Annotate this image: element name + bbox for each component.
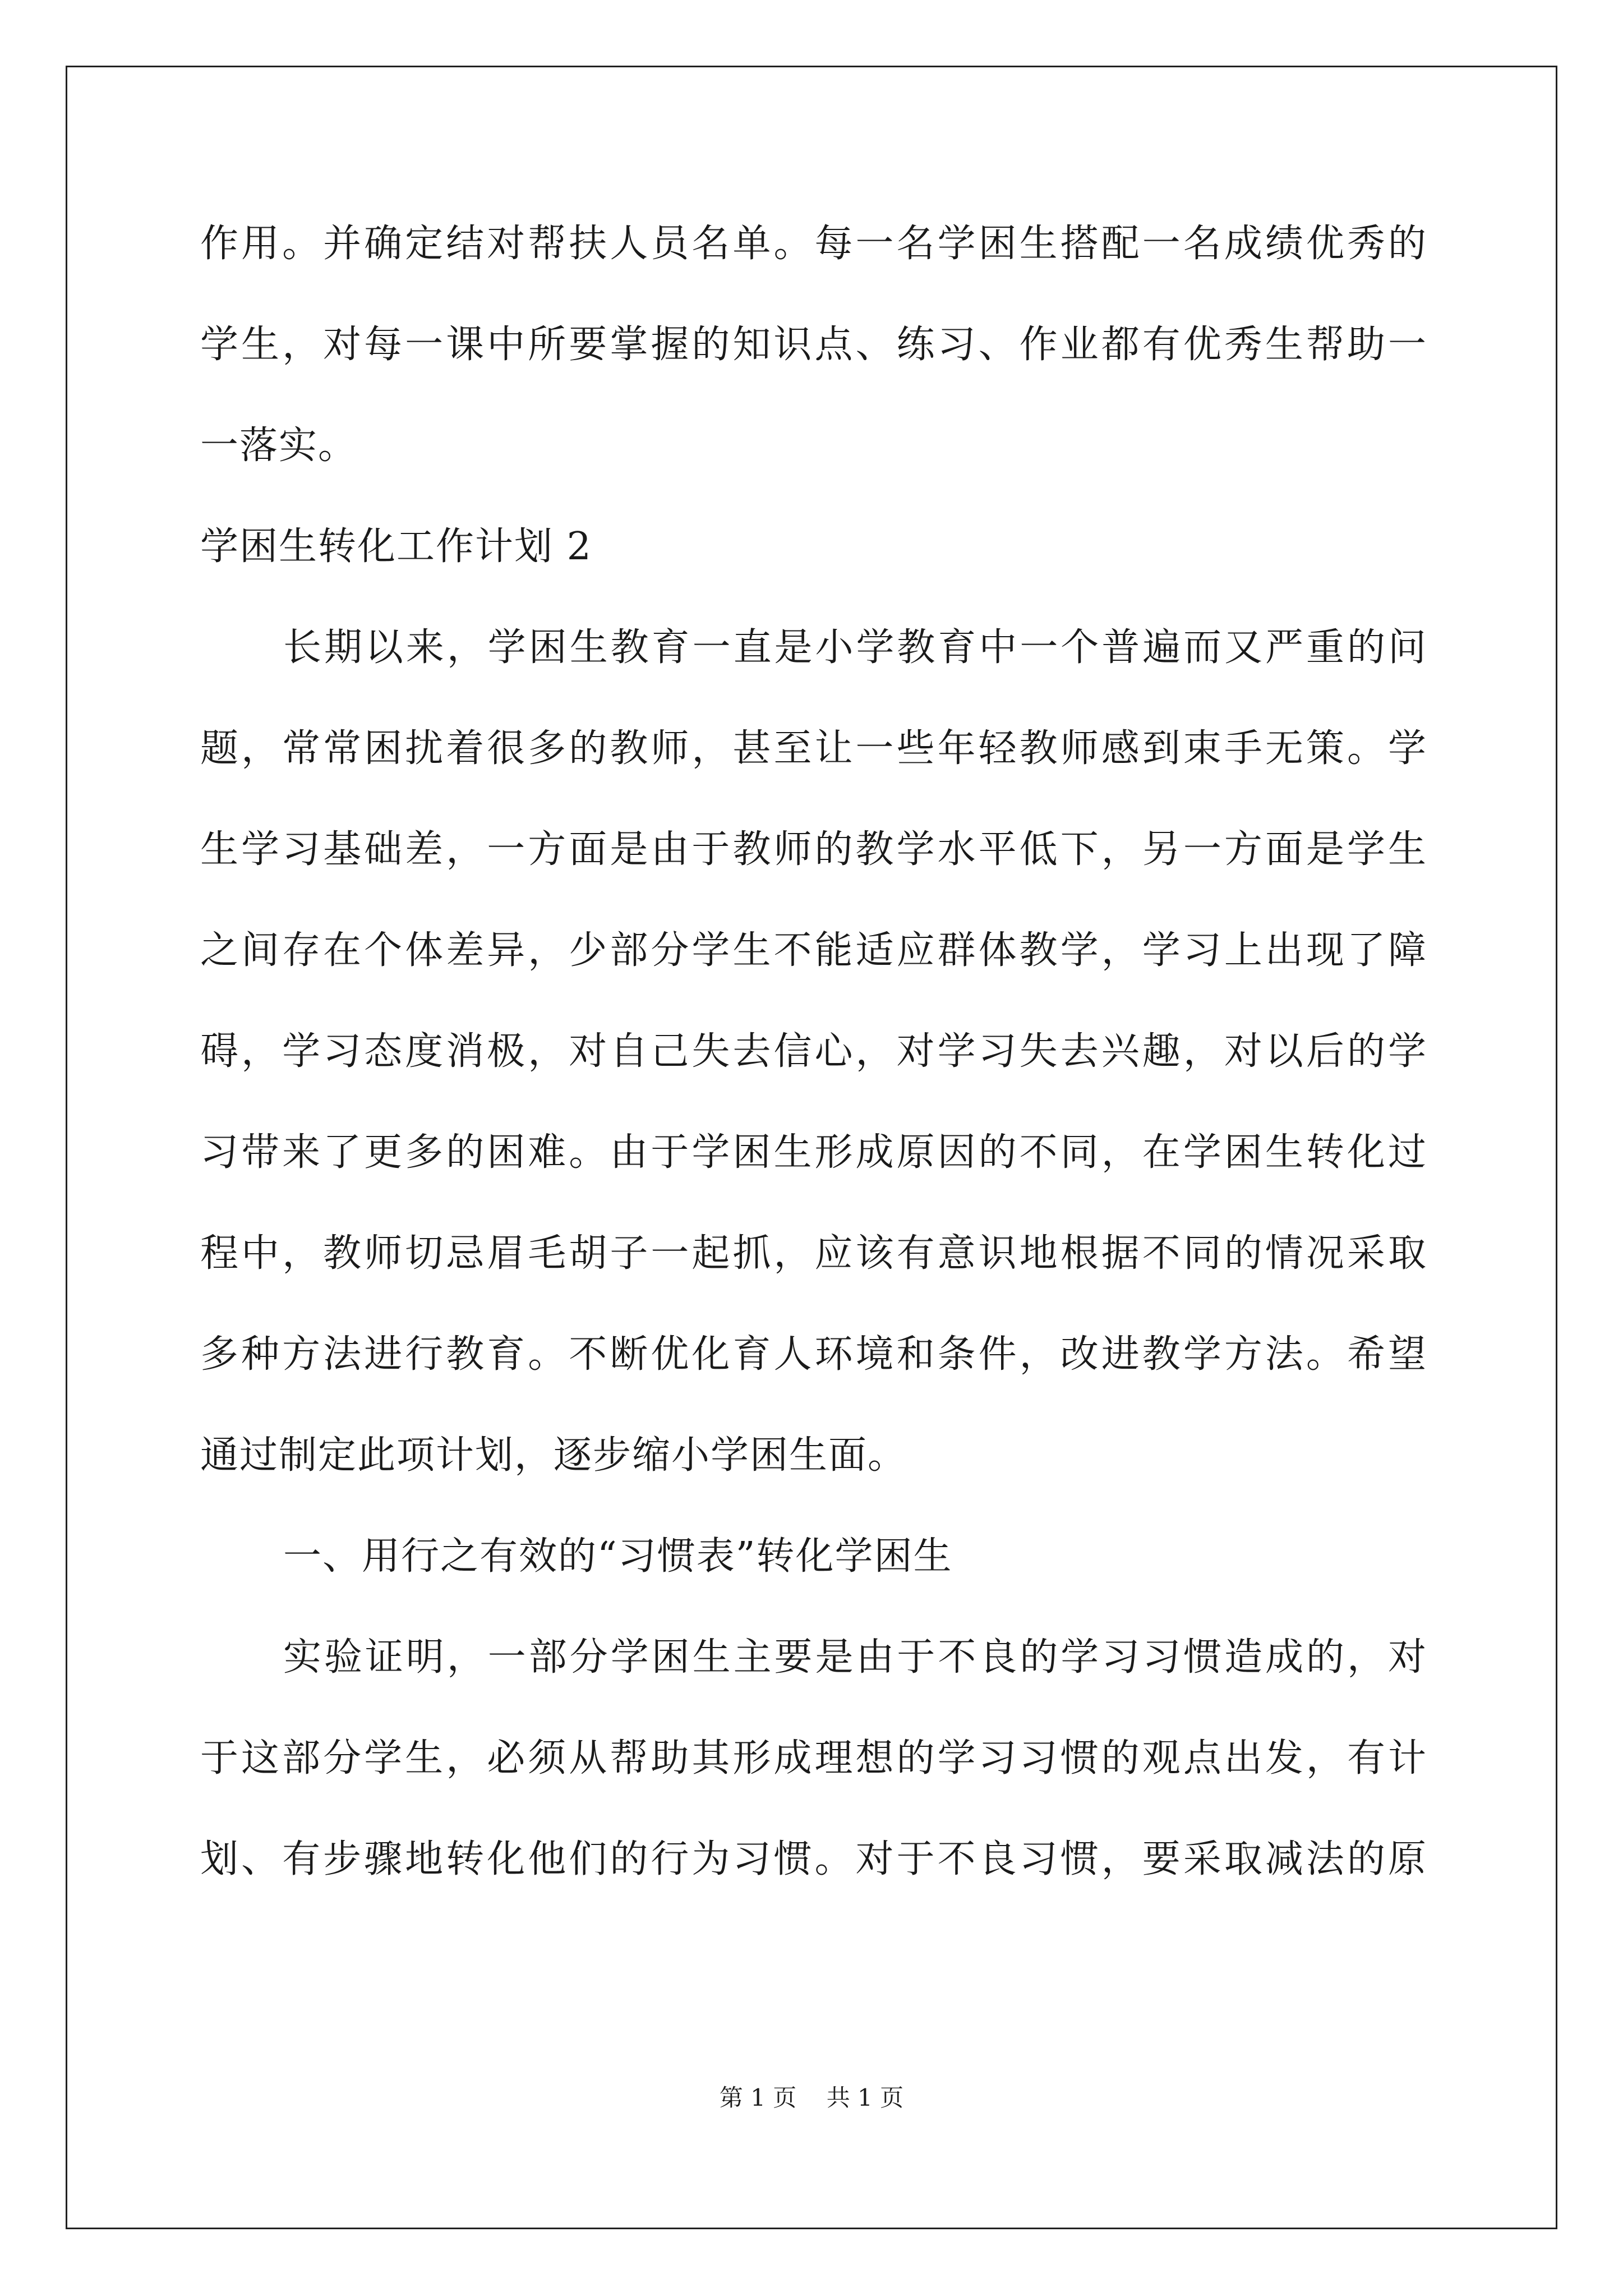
section-heading: 学困生转化工作计划 2 — [200, 524, 592, 569]
page-footer: 第 1 页 共 1 页 — [719, 2084, 904, 2111]
text-line: 作用。并确定结对帮扶人员名单。每一名学困生搭配一名成绩优秀的 — [200, 222, 1427, 266]
text-line: 一落实。 — [200, 424, 358, 468]
text-line: 生学习基础差，一方面是由于教师的教学水平低下，另一方面是学生 — [200, 827, 1427, 872]
text-line: 习带来了更多的困难。由于学困生形成原因的不同，在学困生转化过 — [200, 1130, 1427, 1175]
text-line: 多种方法进行教育。不断优化育人环境和条件，改进教学方法。希望 — [200, 1332, 1427, 1377]
text-line: 之间存在个体差异，少部分学生不能适应群体教学，学习上出现了障 — [200, 928, 1427, 973]
text-line: 程中，教师切忌眉毛胡子一起抓，应该有意识地根据不同的情况采取 — [200, 1231, 1427, 1276]
text-line: 题，常常困扰着很多的教师，甚至让一些年轻教师感到束手无策。学 — [200, 726, 1427, 771]
text-line: 实验证明，一部分学困生主要是由于不良的学习习惯造成的，对 — [283, 1635, 1427, 1680]
text-line: 长期以来，学困生教育一直是小学教育中一个普遍而又严重的问 — [283, 625, 1427, 670]
subsection-heading: 一、用行之有效的“习惯表”转化学困生 — [283, 1534, 953, 1579]
text-line: 学生，对每一课中所要掌握的知识点、练习、作业都有优秀生帮助一 — [200, 323, 1427, 367]
document-body — [200, 216, 1427, 1932]
text-line: 于这部分学生，必须从帮助其形成理想的学习习惯的观点出发，有计 — [200, 1736, 1427, 1780]
text-line: 划、有步骤地转化他们的行为习惯。对于不良习惯，要采取减法的原 — [200, 1837, 1427, 1881]
text-line: 通过制定此项计划，逐步缩小学困生面。 — [200, 1433, 907, 1478]
text-line: 碍，学习态度消极，对自己失去信心，对学习失去兴趣，对以后的学 — [200, 1029, 1427, 1074]
